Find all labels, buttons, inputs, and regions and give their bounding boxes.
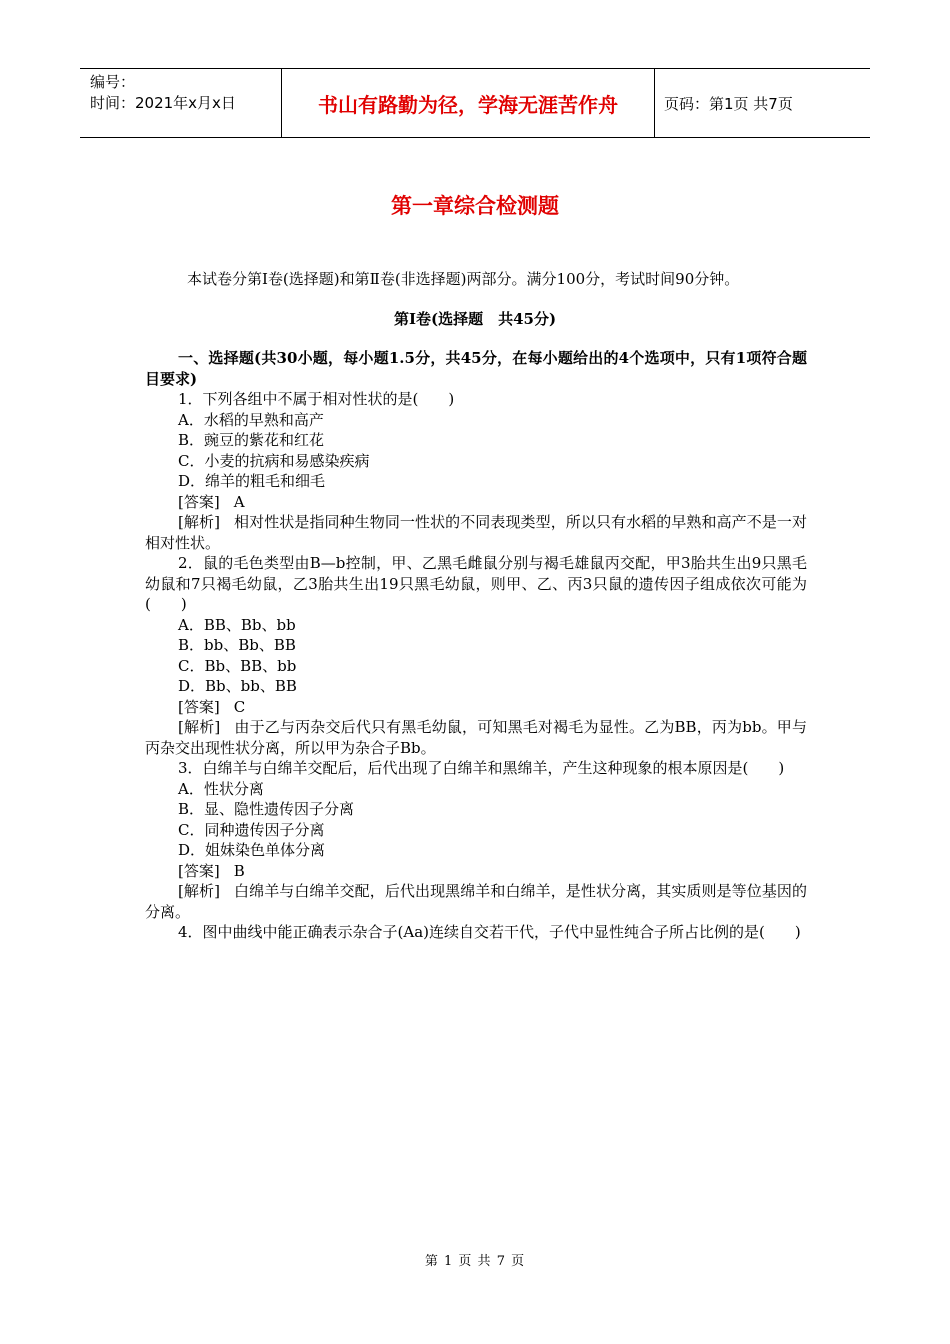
option: C．同种遗传因子分离: [178, 820, 325, 839]
time-label: 时间：2021年x月x日: [90, 94, 236, 112]
header-table: [80, 68, 870, 138]
answer-line: [145, 492, 807, 513]
page-footer: 第 1 页 共 7 页: [424, 1254, 526, 1269]
option: B．豌豆的紫花和红花: [178, 431, 325, 449]
question-content: [145, 348, 807, 943]
explanation: [145, 512, 807, 553]
question-stem: 2．鼠的毛色类型由B—b控制，甲、乙黑毛雌鼠分别与褐毛雄鼠丙交配，甲3胎共生出9只黑毛幼鼠和7只褐毛幼鼠，乙3胎共生出19只黑毛幼鼠，则甲、乙、丙3只鼠的遗传因子组成依次可能为( ): [145, 554, 807, 613]
explain-text: 由于乙与丙杂交后代只有黑毛幼鼠，可知黑毛对褐毛为显性。乙为BB，丙为bb。甲与丙杂交出现性状分离，所以甲为杂合子Bb。: [145, 718, 807, 757]
answer-value: C: [233, 697, 246, 716]
option: A．BB、Bb、bb: [178, 615, 296, 634]
number-label: 编号：: [90, 73, 136, 91]
header-meta: [80, 69, 282, 137]
explain-label: [解析]: [178, 513, 220, 531]
answer-value: B: [233, 861, 245, 880]
option: B．显、隐性遗传因子分离: [178, 800, 355, 818]
answer-label: [答案]: [178, 697, 220, 716]
question-stem: 1．下列各组中不属于相对性状的是( ): [178, 390, 455, 408]
explanation: [145, 881, 807, 922]
option: C．小麦的抗病和易感染疾病: [178, 451, 370, 470]
intro-text: 本试卷分第Ⅰ卷(选择题)和第Ⅱ卷(非选择题)两部分。满分100分，考试时间90分钟。: [187, 270, 740, 288]
part-heading: 一、选择题(共30小题，每小题1.5分，共45分，在每小题给出的4个选项中，只有1项符合题目要求): [145, 349, 807, 388]
option: A．性状分离: [178, 779, 264, 798]
explain-label: [解析]: [178, 882, 220, 900]
answer-line: [145, 697, 807, 718]
answer-value: A: [233, 492, 245, 511]
page-title: 第一章综合检测题: [391, 194, 559, 218]
header-page-info: 页码：第1页 共7页: [664, 94, 793, 113]
section-title: 第Ⅰ卷(选择题 共45分): [393, 310, 557, 328]
answer-label: [答案]: [178, 492, 220, 511]
question-stem: 4．图中曲线中能正确表示杂合子(Aa)连续自交若干代，子代中显性纯合子所占比例的是( ): [178, 923, 801, 941]
answer-line: [145, 861, 807, 882]
option: D．Bb、bb、BB: [178, 677, 297, 695]
option: A．水稻的早熟和高产: [178, 410, 324, 429]
answer-label: [答案]: [178, 861, 220, 880]
option: D．姐妹染色单体分离: [178, 841, 326, 859]
option: B．bb、Bb、BB: [178, 636, 296, 654]
explanation: [145, 717, 807, 758]
option: C．Bb、BB、bb: [178, 656, 297, 675]
option: D．绵羊的粗毛和细毛: [178, 472, 326, 490]
question-stem: 3．白绵羊与白绵羊交配后，后代出现了白绵羊和黑绵羊，产生这种现象的根本原因是( ): [178, 759, 785, 777]
header-motto: 书山有路勤为径，学海无涯苦作舟: [282, 69, 655, 137]
explain-label: [解析]: [178, 718, 221, 736]
explain-text: 白绵羊与白绵羊交配，后代出现黑绵羊和白绵羊，是性状分离，其实质则是等位基因的分离。: [145, 882, 807, 921]
explain-text: 相对性状是指同种生物同一性状的不同表现类型，所以只有水稻的早熟和高产不是一对相对性状。: [145, 513, 807, 552]
